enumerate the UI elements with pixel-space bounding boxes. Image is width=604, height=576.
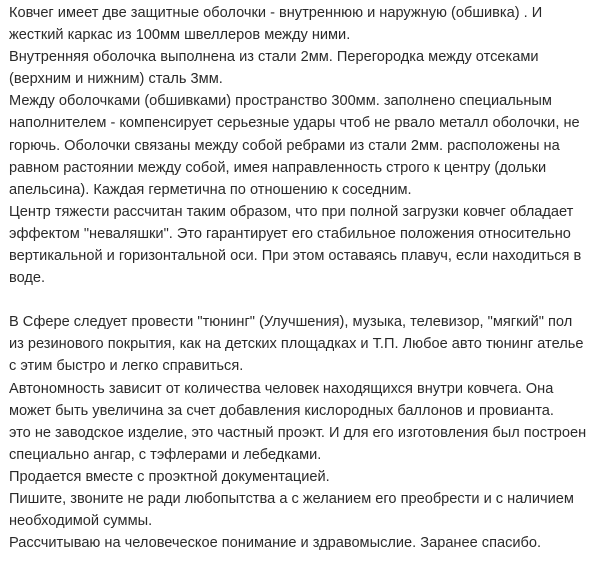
text-line: Пишите, звоните не ради любопытства а с желанием его преобрести и с наличием [9, 490, 574, 507]
paragraph-tuning [9, 311, 596, 377]
paragraph-contact [9, 488, 596, 532]
paragraph-documentation [9, 466, 596, 488]
text-line: эффектом "неваляшки". Это гарантирует его стабильное положения относительно [9, 225, 571, 242]
text-line: равном растоянии между собой, имея направленность строго к центру (дольки [9, 159, 547, 176]
text-line: вертикальной и горизонтальной оси. При этом оставаясь плавуч, если находиться в [9, 248, 582, 265]
paragraph-filler-space [9, 90, 596, 200]
text-line: жесткий каркас из 100мм швеллеров между ними. [9, 27, 351, 44]
text-line: Рассчитываю на человеческое понимание и здравомыслие. Заранее спасибо. [9, 535, 542, 552]
paragraph-gap [9, 289, 596, 311]
text-line: необходимой суммы. [9, 513, 153, 530]
text-line: специально ангар, с тэфлерами и лебедками. [9, 446, 322, 463]
text-line: это не заводское изделие, это частный проэкт. И для его изготовления был построен [9, 424, 587, 441]
paragraph-frame-armor [9, 2, 596, 46]
paragraph-center-of-gravity [9, 201, 596, 289]
paragraph-autonomy [9, 378, 596, 466]
text-line: с этим быстро и легко справиться. [9, 358, 244, 375]
text-line: Ковчег имеет две защитные оболочки - внутреннюю и наружную (обшивка) . И [9, 5, 543, 21]
text-line: Центр тяжести рассчитан таким образом, что при полной загрузки ковчег обладает [9, 203, 574, 220]
text-line: В Сфере следует провести "тюнинг" (Улучшения), музыка, телевизор, "мягкий" пол [9, 314, 573, 331]
paragraph-inner-shell [9, 46, 596, 90]
text-line: воде. [9, 270, 46, 287]
text-line: (верхним и нижним) сталь 3мм. [9, 71, 223, 88]
text-line: апельсина). Каждая герметична по отношению к соседним. [9, 181, 412, 198]
text-line: наполнителем - компенсирует серьезные удары чтоб не рвало металл оболочки, не [9, 115, 580, 132]
paragraph-closing [9, 532, 596, 554]
text-line: горючь. Оболочки связаны между собой ребрами из стали 2мм. расположены на [9, 137, 560, 154]
text-line: может быть увеличина за счет добавления кислородных баллонов и провианта. [9, 402, 554, 419]
text-line: Внутренняя оболочка выполнена из стали 2мм. Перегородка между отсеками [9, 49, 539, 66]
text-line: Между оболочками (обшивками) пространство 300мм. заполнено специальным [9, 93, 552, 110]
text-line: Автономность зависит от количества человек находящихся внутри ковчега. Она [9, 380, 554, 397]
text-line: Продается вместе с проэктной документацией. [9, 468, 330, 485]
text-line: из резинового покрытия, как на детских площадках и Т.П. Любое авто тюнинг ателье [9, 336, 584, 353]
